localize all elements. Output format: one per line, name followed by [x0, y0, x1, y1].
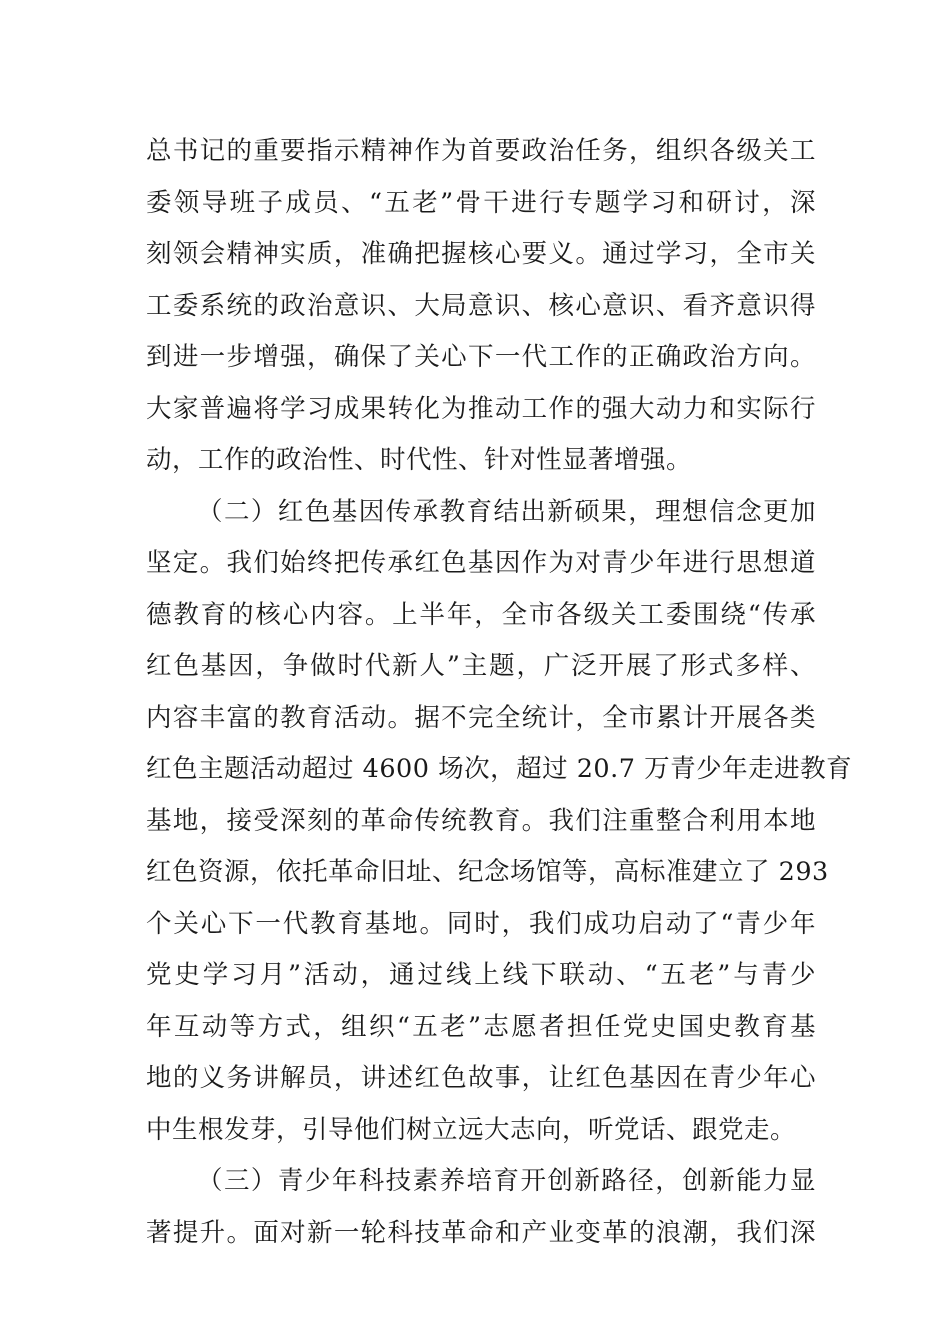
text-line: 工委系统的政治意识、大局意识、核心意识、看齐意识得 [146, 290, 816, 321]
paragraph-2 [146, 487, 853, 1157]
text-line: 红色资源，依托革命旧址、纪念场馆等，高标准建立了 293 [146, 857, 829, 887]
text-line: 委领导班子成员、“五老”骨干进行专题学习和研讨，深 [146, 187, 816, 218]
text-line: 个关心下一代教育基地。同时，我们成功启动了“青少年 [146, 908, 816, 939]
text-line: 到进一步增强，确保了关心下一代工作的正确政治方向。 [146, 342, 816, 372]
text-line: 中生根发芽，引导他们树立远大志向，听党话、跟党走。 [146, 1114, 797, 1145]
text-line: 总书记的重要指示精神作为首要政治任务，组织各级关工 [146, 136, 816, 166]
section-heading-line: （二）红色基因传承教育结出新硕果，理想信念更加 [197, 496, 816, 527]
text-line: 年互动等方式，组织“五老”志愿者担任党史国史教育基 [146, 1011, 816, 1042]
text-line: 大家普遍将学习成果转化为推动工作的强大动力和实际行 [146, 393, 816, 424]
paragraph-3 [146, 1156, 816, 1259]
body-text [146, 126, 853, 1259]
text-line: 著提升。面对新一轮科技革命和产业变革的浪潮，我们深 [146, 1217, 816, 1248]
text-line: 地的义务讲解员，讲述红色故事，让红色基因在青少年心 [146, 1063, 816, 1093]
text-line: 红色基因，争做时代新人”主题，广泛开展了形式多样、 [146, 651, 816, 681]
text-line: 红色主题活动超过 4600 场次，超过 20.7 万青少年走进教育 [146, 754, 853, 784]
text-line: 坚定。我们始终把传承红色基因作为对青少年进行思想道 [146, 548, 816, 578]
section-heading-line: （三）青少年科技素养培育开创新路径，创新能力显 [197, 1166, 816, 1196]
paragraph-1 [146, 126, 816, 487]
text-line: 党史学习月”活动，通过线上线下联动、“五老”与青少 [146, 960, 816, 990]
text-line: 德教育的核心内容。上半年，全市各级关工委围绕“传承 [146, 599, 816, 630]
text-line: 基地，接受深刻的革命传统教育。我们注重整合利用本地 [146, 805, 816, 836]
text-line: 动，工作的政治性、时代性、针对性显著增强。 [146, 445, 693, 475]
text-line: 刻领会精神实质，准确把握核心要义。通过学习，全市关 [146, 239, 816, 269]
text-line: 内容丰富的教育活动。据不完全统计，全市累计开展各类 [146, 702, 816, 733]
